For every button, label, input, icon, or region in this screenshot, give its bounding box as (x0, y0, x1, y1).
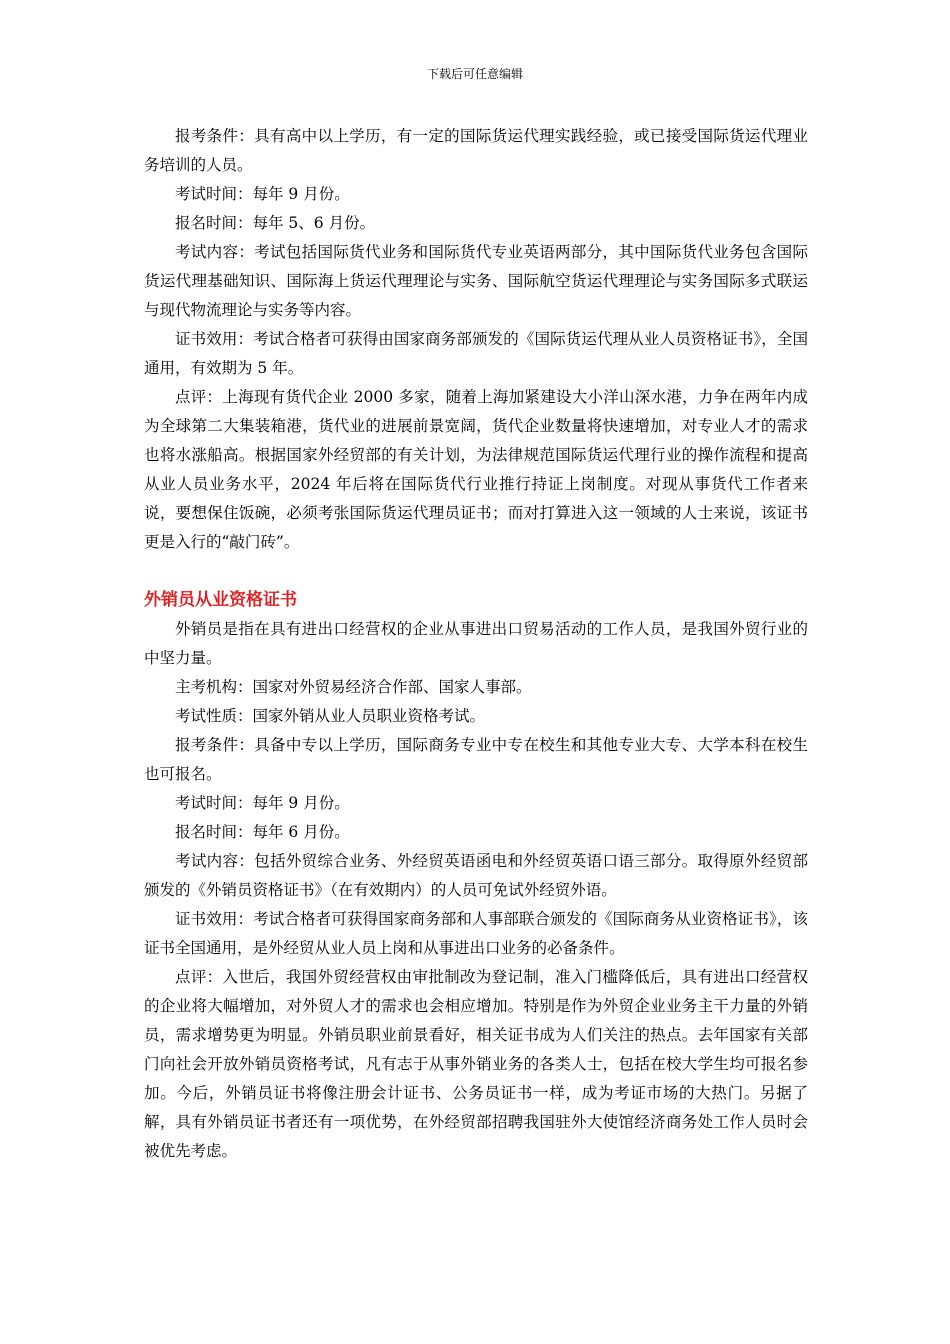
paragraph-exam-content: 考试内容：考试包括国际货代业务和国际货代专业英语两部分，其中国际货代业务包含国际货运代理基础知识、国际海上货运代理理论与实务、国际航空货运代理理论与实务国际多式联运与现代物流理论与实务等内容。 (144, 243, 808, 319)
paragraph-registration-time: 报名时间：每年 6 月份。 (175, 823, 350, 841)
paragraph-exam-content: 考试内容：包括外贸综合业务、外经贸英语函电和外经贸英语口语三部分。取得原外经贸部颁发的《外销员资格证书》（在有效期内）的人员可免试外经贸外语。 (144, 852, 808, 899)
paragraph-commentary: 点评：上海现有货代企业 2000 多家，随着上海加紧建设大小洋山深水港，力争在两年内成为全球第二大集装箱港，货代业的进展前景宽阔，货代企业数量将快速增加，对专业人才的需求也将水涨船高。根据国家外经贸部的有关计划，为法律规范国际货运代理行业的操作流程和提高从业人员业务水平，2024 年后将在国际货代行业推行持证上岗制度。对现从事货代工作者来说，要想保住饭碗，必须考张国际货运代理员证书；而对打算进入这一领域的人士来说，该证书更是入行的“敲门砖”。 (144, 388, 808, 551)
paragraph-eligibility: 报考条件：具有高中以上学历，有一定的国际货运代理实践经验，或已接受国际货运代理业务培训的人员。 (144, 127, 808, 174)
page-header: 下载后可任意编辑 (426, 67, 523, 81)
paragraph-definition: 外销员是指在具有进出口经营权的企业从事进出口贸易活动的工作人员，是我国外贸行业的中坚力量。 (144, 620, 808, 667)
paragraph-certificate-effect: 证书效用：考试合格者可获得国家商务部和人事部联合颁发的《国际商务从业资格证书》，该证书全国通用，是外经贸从业人员上岗和从事进出口业务的必备条件。 (144, 910, 808, 957)
document-body (144, 122, 808, 1166)
paragraph-exam-nature: 考试性质：国家外销从业人员职业资格考试。 (175, 707, 486, 725)
section-sales-representative (144, 585, 808, 1166)
paragraph-registration-time: 报名时间：每年 5、6 月份。 (175, 214, 376, 232)
paragraph-exam-authority: 主考机构：国家对外贸易经济合作部、国家人事部。 (175, 678, 532, 696)
paragraph-commentary: 点评：入世后，我国外贸经营权由审批制改为登记制，准入门槛降低后，具有进出口经营权的企业将大幅增加，对外贸人才的需求也会相应增加。特别是作为外贸企业业务主干力量的外销员，需求增势更为明显。外销员职业前景看好，相关证书成为人们关注的热点。去年国家有关部门向社会开放外销员资格考试，凡有志于从事外销业务的各类人士，包括在校大学生均可报名参加。今后，外销员证书将像注册会计证书、公务员证书一样，成为考证市场的大热门。另据了解，具有外销员证书者还有一项优势，在外经贸部招聘我国驻外大使馆经济商务处工作人员时会被优先考虑。 (144, 968, 808, 1160)
section-title: 外销员从业资格证书 (144, 590, 297, 610)
paragraph-eligibility: 报考条件：具备中专以上学历，国际商务专业中专在校生和其他专业大专、大学本科在校生也可报名。 (144, 736, 808, 783)
paragraph-exam-time: 考试时间：每年 9 月份。 (175, 794, 350, 812)
paragraph-certificate-effect: 证书效用：考试合格者可获得由国家商务部颁发的《国际货运代理从业人员资格证书》，全国通用，有效期为 5 年。 (144, 330, 808, 377)
section-spacer (144, 557, 808, 585)
section-freight-agent (144, 122, 808, 557)
paragraph-exam-time: 考试时间：每年 9 月份。 (175, 185, 350, 203)
